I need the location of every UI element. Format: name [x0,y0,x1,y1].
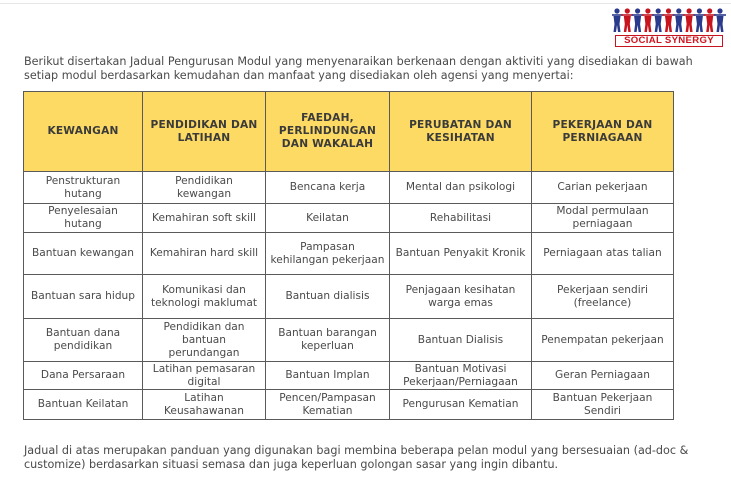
table-cell: Latihan Keusahawanan [143,390,266,420]
table-cell: Bantuan kewangan [24,233,143,275]
table-cell: Bantuan dana pendidikan [24,319,143,362]
table-cell: Pampasan kehilangan pekerjaan [266,233,390,275]
table-cell: Pendidikan kewangan [143,172,266,204]
table-cell: Kemahiran hard skill [143,233,266,275]
module-table [23,91,674,420]
table-cell: Latihan pemasaran digital [143,362,266,390]
table-cell: Bantuan dialisis [266,275,390,319]
people-figures-icon [612,6,726,33]
table-cell: Pekerjaan sendiri (freelance) [532,275,674,319]
table-row [24,275,674,319]
footer-paragraph: Jadual di atas merupakan panduan yang digunakan bagi membina beberapa pelan modul yang bersesuaian (ad-doc & customize) berdasarkan situasi semasa dan juga keperluan golongan sasar yang ingin dibantu. [24,444,689,471]
table-row [24,390,674,420]
table-cell: Penyelesaian hutang [24,204,143,233]
table-cell: Keilatan [266,204,390,233]
header-perubatan-dan-kesihatan: PERUBATAN DAN KESIHATAN [390,92,532,172]
table-cell: Perniagaan atas talian [532,233,674,275]
table-cell: Bencana kerja [266,172,390,204]
table-cell: Bantuan Pekerjaan Sendiri [532,390,674,420]
header-pendidikan-dan-latihan: PENDIDIKAN DAN LATIHAN [143,92,266,172]
header-faedah-perlindungan-wakalah: FAEDAH, PERLINDUNGAN DAN WAKALAH [266,92,390,172]
table-cell: Bantuan Implan [266,362,390,390]
table-row [24,362,674,390]
header-kewangan: KEWANGAN [24,92,143,172]
table-cell: Penjagaan kesihatan warga emas [390,275,532,319]
table-cell: Rehabilitasi [390,204,532,233]
table-row [24,172,674,204]
logo-text: SOCIAL SYNERGY [615,35,723,47]
table-cell: Dana Persaraan [24,362,143,390]
top-border-line [0,3,731,4]
table-cell: Pencen/Pampasan Kematian [266,390,390,420]
table-cell: Modal permulaan perniagaan [532,204,674,233]
table-cell: Carian pekerjaan [532,172,674,204]
table-cell: Bantuan sara hidup [24,275,143,319]
table-cell: Bantuan Motivasi Pekerjaan/Perniagaan [390,362,532,390]
table-cell: Bantuan barangan keperluan [266,319,390,362]
table-cell: Komunikasi dan teknologi maklumat [143,275,266,319]
table-cell: Bantuan Dialisis [390,319,532,362]
table-cell: Bantuan Keilatan [24,390,143,420]
intro-paragraph: Berikut disertakan Jadual Pengurusan Modul yang menyenaraikan berkenaan dengan aktiviti yang disediakan di bawah setiap modul berdasarkan kemudahan dan manfaat yang disediakan oleh agensi yang menyertai: [24,55,693,82]
table-cell: Bantuan Penyakit Kronik [390,233,532,275]
table-row [24,319,674,362]
header-pekerjaan-dan-perniagaan: PEKERJAAN DAN PERNIAGAAN [532,92,674,172]
table-cell: Kemahiran soft skill [143,204,266,233]
table-cell: Pengurusan Kematian [390,390,532,420]
table-cell: Penstrukturan hutang [24,172,143,204]
social-synergy-logo [612,6,726,46]
table-cell: Mental dan psikologi [390,172,532,204]
table-header-row [24,92,674,172]
table-cell: Pendidikan dan bantuan perundangan [143,319,266,362]
table-cell: Penempatan pekerjaan [532,319,674,362]
table-row [24,204,674,233]
table-cell: Geran Perniagaan [532,362,674,390]
table-row [24,233,674,275]
